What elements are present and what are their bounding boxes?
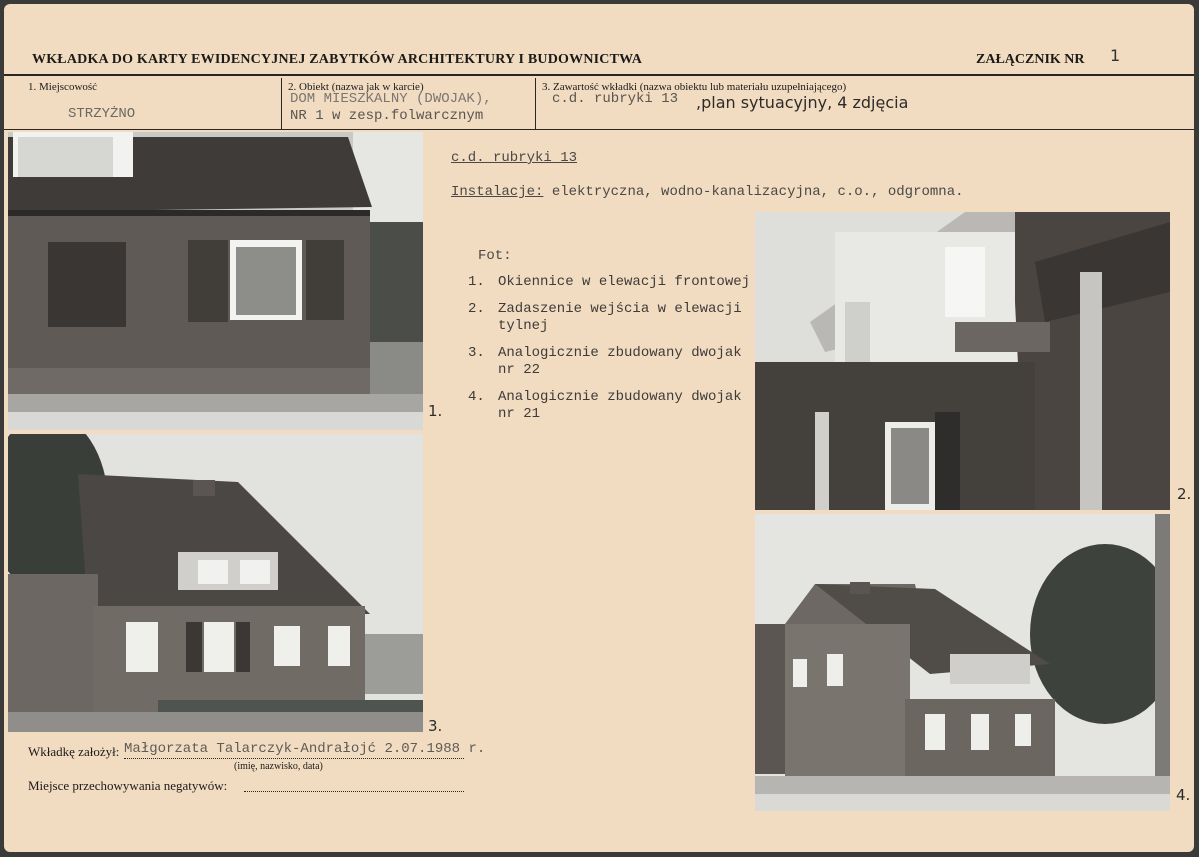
photo-1 bbox=[8, 132, 423, 430]
photo-3 bbox=[8, 434, 423, 732]
contents-typed: c.d. rubryki 13 bbox=[552, 91, 679, 107]
attachment-label: ZAŁĄCZNIK NR bbox=[976, 52, 1085, 67]
locality-label: 1. Miejscowość bbox=[28, 81, 98, 93]
photo-list bbox=[468, 274, 758, 433]
founded-value: Małgorzata Talarczyk-Andrałojć 2.07.1988 r. bbox=[124, 741, 486, 757]
negatives-label: Miejsce przechowywania negatywów: bbox=[28, 778, 228, 793]
founded-label: Wkładkę założył: bbox=[28, 744, 120, 759]
field-divider bbox=[281, 78, 282, 130]
photos-label: Fot: bbox=[478, 248, 512, 264]
object-line1: DOM MIESZKALNY (DWOJAK), bbox=[290, 91, 492, 107]
photo-2-number: 2. bbox=[1177, 485, 1192, 503]
negatives-dotline bbox=[244, 791, 464, 792]
list-item: 2. Zadaszenie wejścia w elewacji tylnej bbox=[468, 301, 742, 334]
header-rule bbox=[4, 74, 1194, 76]
installations-label: Instalacje: bbox=[451, 184, 544, 200]
attachment-number: 1 bbox=[1110, 46, 1121, 65]
list-item: 4. Analogicznie zbudowany dwojak nr 21 bbox=[468, 389, 742, 422]
fields-rule bbox=[4, 129, 1194, 130]
founded-dotline bbox=[124, 758, 464, 759]
photo-3-number: 3. bbox=[428, 717, 443, 735]
object-line2: NR 1 w zesp.folwarcznym bbox=[290, 108, 484, 124]
field-divider bbox=[535, 78, 536, 130]
installations-value: elektryczna, wodno-kanalizacyjna, c.o., odgromna. bbox=[551, 184, 964, 200]
object-label: 2. Obiekt (nazwa jak w karcie) bbox=[288, 81, 424, 93]
contents-handwritten: ,plan sytuacyjny, 4 zdjęcia bbox=[696, 93, 909, 112]
contents-label: 3. Zawartość wkładki (nazwa obiektu lub materiału uzupełniającego) bbox=[542, 81, 847, 93]
card-title: WKŁADKA DO KARTY EWIDENCYJNEJ ZABYTKÓW ARCHITEKTURY I BUDOWNICTWA bbox=[32, 52, 643, 67]
photo-4 bbox=[755, 514, 1170, 811]
installations-line bbox=[451, 184, 964, 200]
photo-4-number: 4. bbox=[1176, 786, 1191, 804]
inventory-card bbox=[4, 4, 1194, 852]
founded-hint: (imię, nazwisko, data) bbox=[234, 761, 323, 772]
photo-2 bbox=[755, 212, 1170, 510]
photo-1-number: 1. bbox=[428, 402, 443, 420]
list-item: 3. Analogicznie zbudowany dwojak nr 22 bbox=[468, 345, 742, 378]
continued-heading: c.d. rubryki 13 bbox=[451, 150, 578, 166]
list-item: 1. Okiennice w elewacji frontowej bbox=[468, 274, 751, 290]
locality-value: STRZYŻNO bbox=[68, 106, 136, 122]
